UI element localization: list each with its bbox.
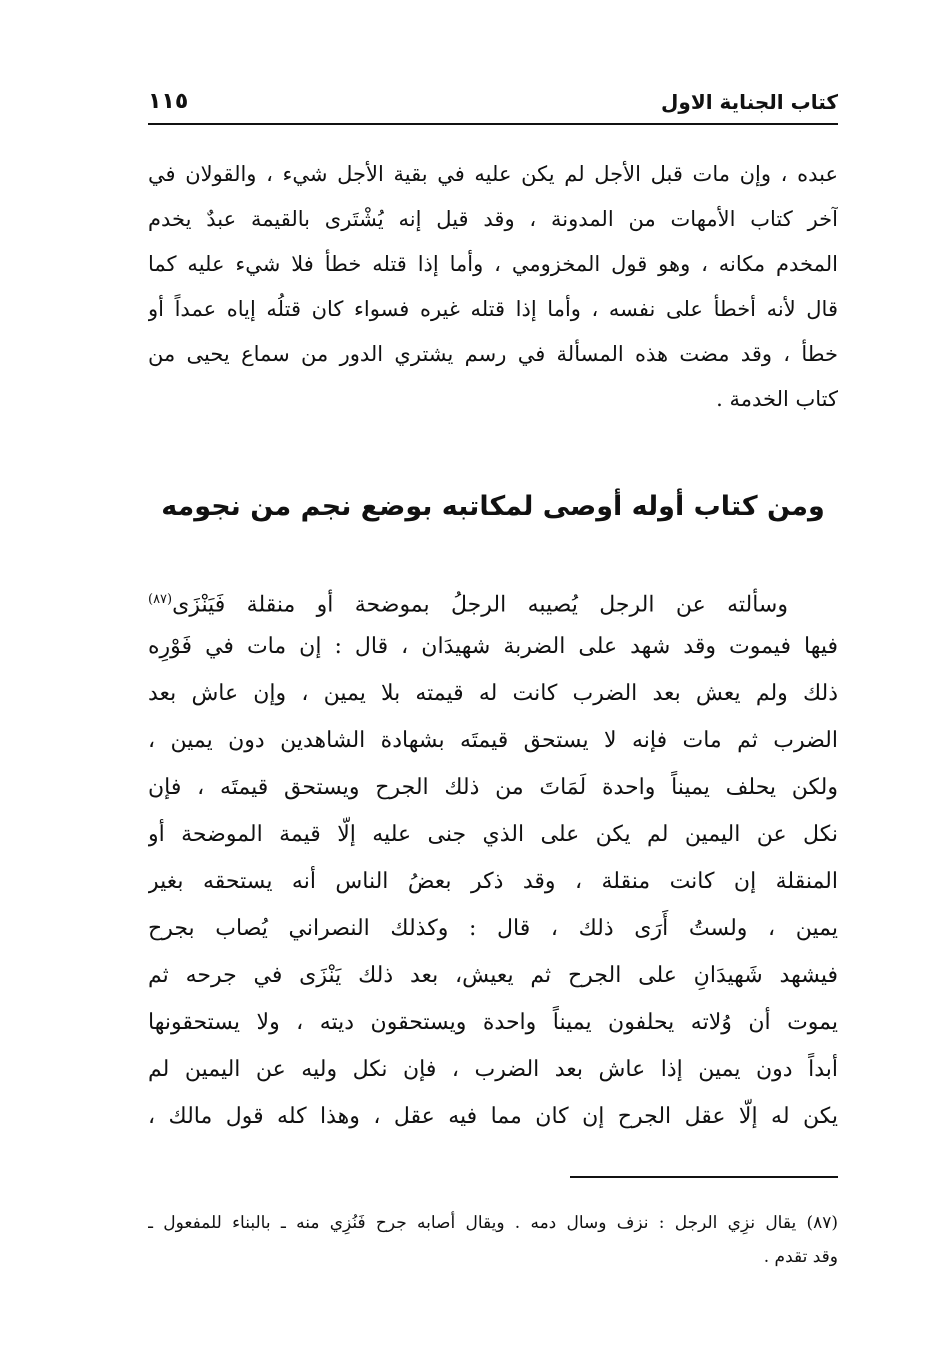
body-line: المنقلة إن كانت منقلة ، وقد ذكر بعضُ الناس أنه يستحقه بغير [148,869,838,894]
body-line: يموت أن وُلاته يحلفون يميناً واحدة ويستحقون ديته ، ولا يستحقونها [148,1010,838,1035]
book-title: كتاب الجناية الاول [661,90,838,114]
intro-line: المخدم مكانه ، وهو قول المخزومي ، وأما إذا قتله خطأ فلا شيء عليه كما [148,252,838,276]
body-first-line-text: وسألته عن الرجل يُصيبه الرجلُ بموضحة أو منقلة فَيَنْزَى [172,592,788,618]
body-line: الضرب ثم مات فإنه لا يستحق قيمتَه بشهادة الشاهدين دون يمين ، [148,728,838,753]
body-line: فيها فيموت وقد شهد على الضربة شهيدَان ، قال : إن مات في فَوْرِه [148,634,838,659]
footnote-reference: (٨٧) [148,592,173,607]
footnote-line: وقد تقدم . [763,1247,838,1267]
footnote [148,1206,838,1274]
body-line: ولكن يحلف يميناً واحدة لَمَاتَ من ذلك الجرح ويستحق قيمتَه ، فإن [148,775,838,800]
section-heading: ومن كتاب أوله أوصى لمكاتبه بوضع نجم من نجومه [161,491,825,522]
intro-paragraph [148,152,838,422]
body-line: يكن له إلّا عقل الجرح إن كان مما فيه عقل ، وهذا كله قول مالك ، [148,1104,838,1129]
body-line: فيشهد شَهيدَانِ على الجرح ثم يعيش، بعد ذلك يَنْزَى في جرحه ثم [148,963,838,988]
body-paragraph [148,576,838,1140]
intro-line: قال لأنه أخطأ على نفسه ، وأما إذا قتله غيره فسواء كان قتلُه إياه عمداً أو [148,297,838,321]
intro-line: عبده ، وإن مات قبل الأجل لم يكن عليه في بقية الأجل شيء ، والقولان في [148,162,838,186]
intro-line: كتاب الخدمة . [716,387,838,411]
body-line: يمين ، ولستُ أَرَى ذلك ، قال : وكذلك النصراني يُصاب بجرح [148,916,838,941]
body-line [148,576,838,623]
body-line: ذلك ولم يعش بعد الضرب كانت له قيمته بلا يمين ، وإن عاش بعد [148,681,838,706]
header-rule [148,123,838,125]
footnote-line: (٨٧) يقال نزِي الرجل : نزف وسال دمه . ويقال أصابه جرح فَنُزِي منه ـ بالبناء للمفعول ـ [148,1213,838,1233]
page-number: ١١٥ [148,89,189,114]
running-header [148,84,838,120]
intro-line: خطأ ، وقد مضت هذه المسألة في رسم يشتري الدور من سماع يحيى من [148,342,838,366]
body-line: نكل عن اليمين لم يكن على الذي جنى عليه إلّا قيمة الموضحة أو [148,822,838,847]
footnote-rule [570,1176,838,1178]
body-line: أبداً دون يمين إذا عاش بعد الضرب ، فإن نكل وليه عن اليمين لم [148,1057,838,1082]
intro-line: آخر كتاب الأمهات من المدونة ، وقد قيل إنه يُشْتَرى بالقيمة عبدٌ يخدم [148,207,838,231]
